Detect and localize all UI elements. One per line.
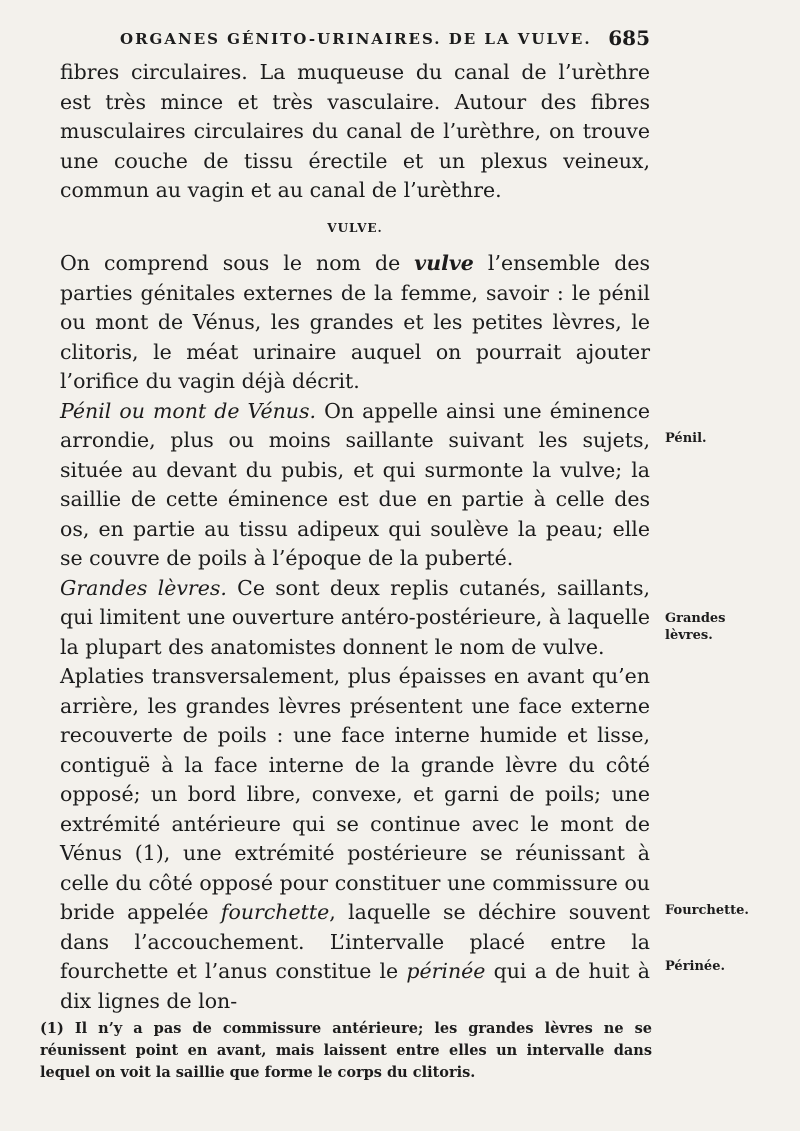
paragraph-5-text-a: Aplaties transversalement, plus épaisses en avant qu’en arrière, les grandes lèvres présentent une face externe recouverte de poils : une face interne humide et lisse, contiguë à la face interne de la grande lèvre du côté opposé; un bord libre, convexe, et garni de poils; une extrémité antérieure qui se continue avec le mont de Vénus (1), une extrémité postérieure se réunissant à celle du côté opposé pour constituer une commissure ou bride appelée: [60, 664, 650, 924]
margin-note-fourchette: Fourchette.: [665, 903, 749, 918]
margin-note-penil: Pénil.: [665, 431, 707, 446]
term-vulve: vulve: [414, 251, 474, 275]
heading-grandes-levres: Grandes lèvres.: [60, 575, 227, 600]
footnote: (1) Il n’y a pas de commissure antérieure; les grandes lèvres ne se réunissent point en avant, mais laissent entre elles un intervalle dans lequel on voit la saillie que forme le corps du clitoris.: [40, 1020, 652, 1081]
margin-note-grandes-levres: Grandes lèvres.: [665, 611, 726, 643]
margin-note-perinee: Périnée.: [665, 959, 726, 974]
running-header: [120, 26, 650, 50]
paragraph-3-text: On appelle ainsi une éminence arrondie, plus ou moins saillante suivant les sujets, située au devant du pubis, et qui surmonte la vulve; la saillie de cette éminence est due en partie à celle des os, en partie au tissu adipeux qui soulève la peau; elle se couvre de poils à l’époque de la puberté.: [60, 398, 650, 570]
paragraph-5: [60, 662, 650, 1016]
term-perinee: périnée: [406, 959, 486, 983]
paragraph-1-text: fibres circulaires. La muqueuse du canal de l’urèthre est très mince et très vasculaire. Autour des fibres musculaires circulaires du canal de l’urèthre, on trouve une couche de tissu érectile et un plexus veineux, commun au vagin et au canal de l’urèthre.: [60, 60, 650, 202]
paragraph-2-text-a: On comprend sous le nom de: [60, 251, 415, 275]
heading-penil: Pénil ou mont de Vénus.: [60, 398, 317, 423]
paragraph-2-text-b: l’ensemble des parties génitales externes de la femme, savoir : le pénil ou mont de Vénus, les grandes et les petites lèvres, le clitoris, le méat urinaire auquel on pourrait ajouter l’orifice du vagin déjà décrit.: [60, 251, 650, 393]
section-title: VULVE.: [327, 220, 383, 235]
main-text: [60, 58, 650, 1016]
term-fourchette: fourchette: [220, 900, 330, 924]
paragraph-5-text-c: qui a de huit à dix lignes de lon-: [60, 959, 650, 1013]
paragraph-3: [60, 397, 650, 574]
paragraph-4-text: Ce sont deux replis cutanés, saillants, qui limitent une ouverture antéro-postérieure, à laquelle la plupart des anatomistes donnent le nom de vulve.: [60, 575, 650, 659]
paragraph-4: [60, 574, 650, 663]
paragraph-1: [60, 58, 650, 206]
running-title: ORGANES GÉNITO-URINAIRES. DE LA VULVE.: [120, 30, 592, 48]
paragraph-5-text-b: , laquelle se déchire souvent dans l’accouchement. L’intervalle placé entre la fourchette et l’anus constitue le: [60, 900, 650, 983]
paragraph-2: [60, 249, 650, 397]
page-number: 685: [608, 26, 650, 50]
